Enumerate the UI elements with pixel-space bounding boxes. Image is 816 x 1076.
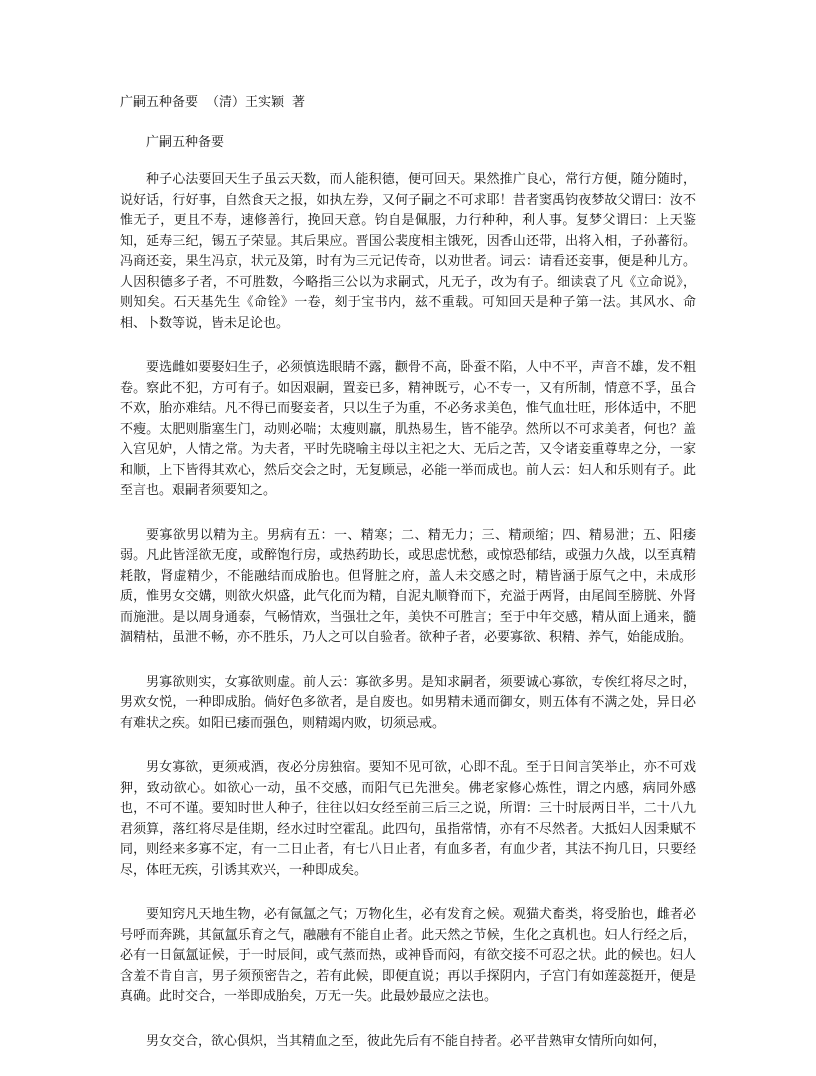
paragraph: 要寡欲男以精为主。男病有五：一、精寒；二、精无力；三、精顽缩；四、精易泄；五、阳痿弱。凡此皆淫欲无度，或醉饱行房，或热药助长，或思虑忧愁，或惊恐郁结，或强力久战，以至真精耗散，肾虚精少，不能融结而成胎也。但肾脏之府，盖人未交感之时，精皆涵于原气之中，未成形质，惟男女交媾，则欲火炽盛，此气化而为精，自泥丸顺脊而下，充溢于两肾，由尾闾至膀胱、外肾而施泄。是以周身通泰，气畅情欢，当强壮之年，美快不可胜言；至于中年交感，精从面上通来，髓涸精枯，虽泄不畅，亦不胜乐，乃人之可以自验者。欲种子者，必要寡欲、积精、养气，始能成胎。 xyxy=(120,527,696,645)
paragraph: 男寡欲则实，女寡欲则虚。前人云：寡欲多男。是知求嗣者，须要诚心寡欲，专俟红将尽之时，男欢女悦，一种即成胎。倘好色多欲者，是自废也。如男精未通而御女，则五体有不满之处，异日必有难状之疾。如阳已痿而强色，则精竭内败，切须忌戒。 xyxy=(120,674,696,731)
book-title: 广嗣五种备要 xyxy=(120,95,199,110)
paragraph: 要知窍凡天地生物，必有氤氲之气；万物化生，必有发育之候。观猫犬畜类，将受胎也，雌者必号呼而奔跳，其氤氲乐育之气，融融有不能自止者。此天然之节候，生化之真机也。妇人行经之后，必有一日氤氲证候，于一时辰间，或气蒸而热，或神昏而闷，有欲交接不可忍之状。此的候也。妇人含羞不肯自言，男子须预密告之，若有此候，即便直说；再以手探阴内，子宫门有如莲蕊挺开，便是真确。此时交合，一举即成胎矣，万无一失。此最妙最应之法也。 xyxy=(120,907,696,1004)
document-body xyxy=(120,170,696,1076)
section-title: 广嗣五种备要 xyxy=(146,135,225,150)
paragraph: 要选雌如要娶妇生子，必须慎选眼睛不露，颧骨不高，卧蚕不陷，人中不平，声音不雄，发不粗卷。察此不犯，方可有子。如因艰嗣，置妾已多，精神既亏，心不专一，又有所制，情意不孚，虽合不欢，胎亦难结。凡不得已而娶妾者，只以生子为重，不必务求美色，惟气血壮旺，形体适中，不肥不瘦。太肥则脂塞生门，动则必喘；太瘦则羸，肌热易生，皆不能孕。然所以不可求美者，何也？盖入宫见妒，人情之常。为夫者，平时先晓喻主母以主祀之大、无后之苦，又令诸妾重尊卑之分，一家和顺，上下皆得其欢心，然后交会之时，无复顾忌，必能一举而成也。前人云：妇人和乐则有子。此至言也。艰嗣者须要知之。 xyxy=(120,360,696,498)
paragraph: 男女交合，欲心俱炽，当其精血之至，彼此先后有不能自持者。必平昔熟审女情所向如何， xyxy=(146,1033,667,1049)
paragraph: 男女寡欲，更须戒酒，夜必分房独宿。要知不见可欲，心即不乱。至于日间言笑举止，亦不可戏狎，致动欲心。如欲心一动，虽不交感，而阳气已先泄矣。佛老家修心炼性，谓之内感，病同外感也，不可不谨。要知时世人种子，往往以妇女经至前三后三之说，所谓：三十时辰两日半，二十八九君须算，落红将尽是佳期，经水过时空霍乱。此四句，虽指常情，亦有不尽然者。大抵妇人因秉赋不同，则经来多寡不定，有一二日止者，有七八日止者，有血多者，有血少者，其法不拘几日，只要经尽，体旺无疾，引诱其欢兴，一种即成矣。 xyxy=(120,760,696,878)
paragraph: 种子心法要回天生子虽云天数，而人能积德，便可回天。果然推广良心，常行方便，随分随时，说好话，行好事，自然食天之报，如执左券，又何子嗣之不可求耶！昔者窦禹钧夜梦故父谓曰：汝不惟无子，更且不寿，速修善行，挽回天意。钧自是佩服，力行种种，利人事。复梦父谓曰：上天鉴知，延寿三纪，锡五子荣显。其后果应。晋国公裴度相主饿死，因香山还带，出将入相，子孙蕃衍。冯商还妾，果生冯京，状元及第，时有为三元记传奇，以劝世者。词云：请看还妾事，便是种儿方。人因积德多子者，不可胜数，今略指三公以为求嗣式，凡无子，改为有子。细读袁了凡《立命说》，则知矣。石天基先生《命铨》一卷，刻于宝书内，兹不重载。可知回天是种子第一法。其风水、命相、卜数等说，皆未足论也。 xyxy=(120,172,696,331)
document-header xyxy=(120,94,305,112)
author-dynasty: （清）王实颖 xyxy=(206,95,285,110)
author-role: 著 xyxy=(292,95,306,110)
